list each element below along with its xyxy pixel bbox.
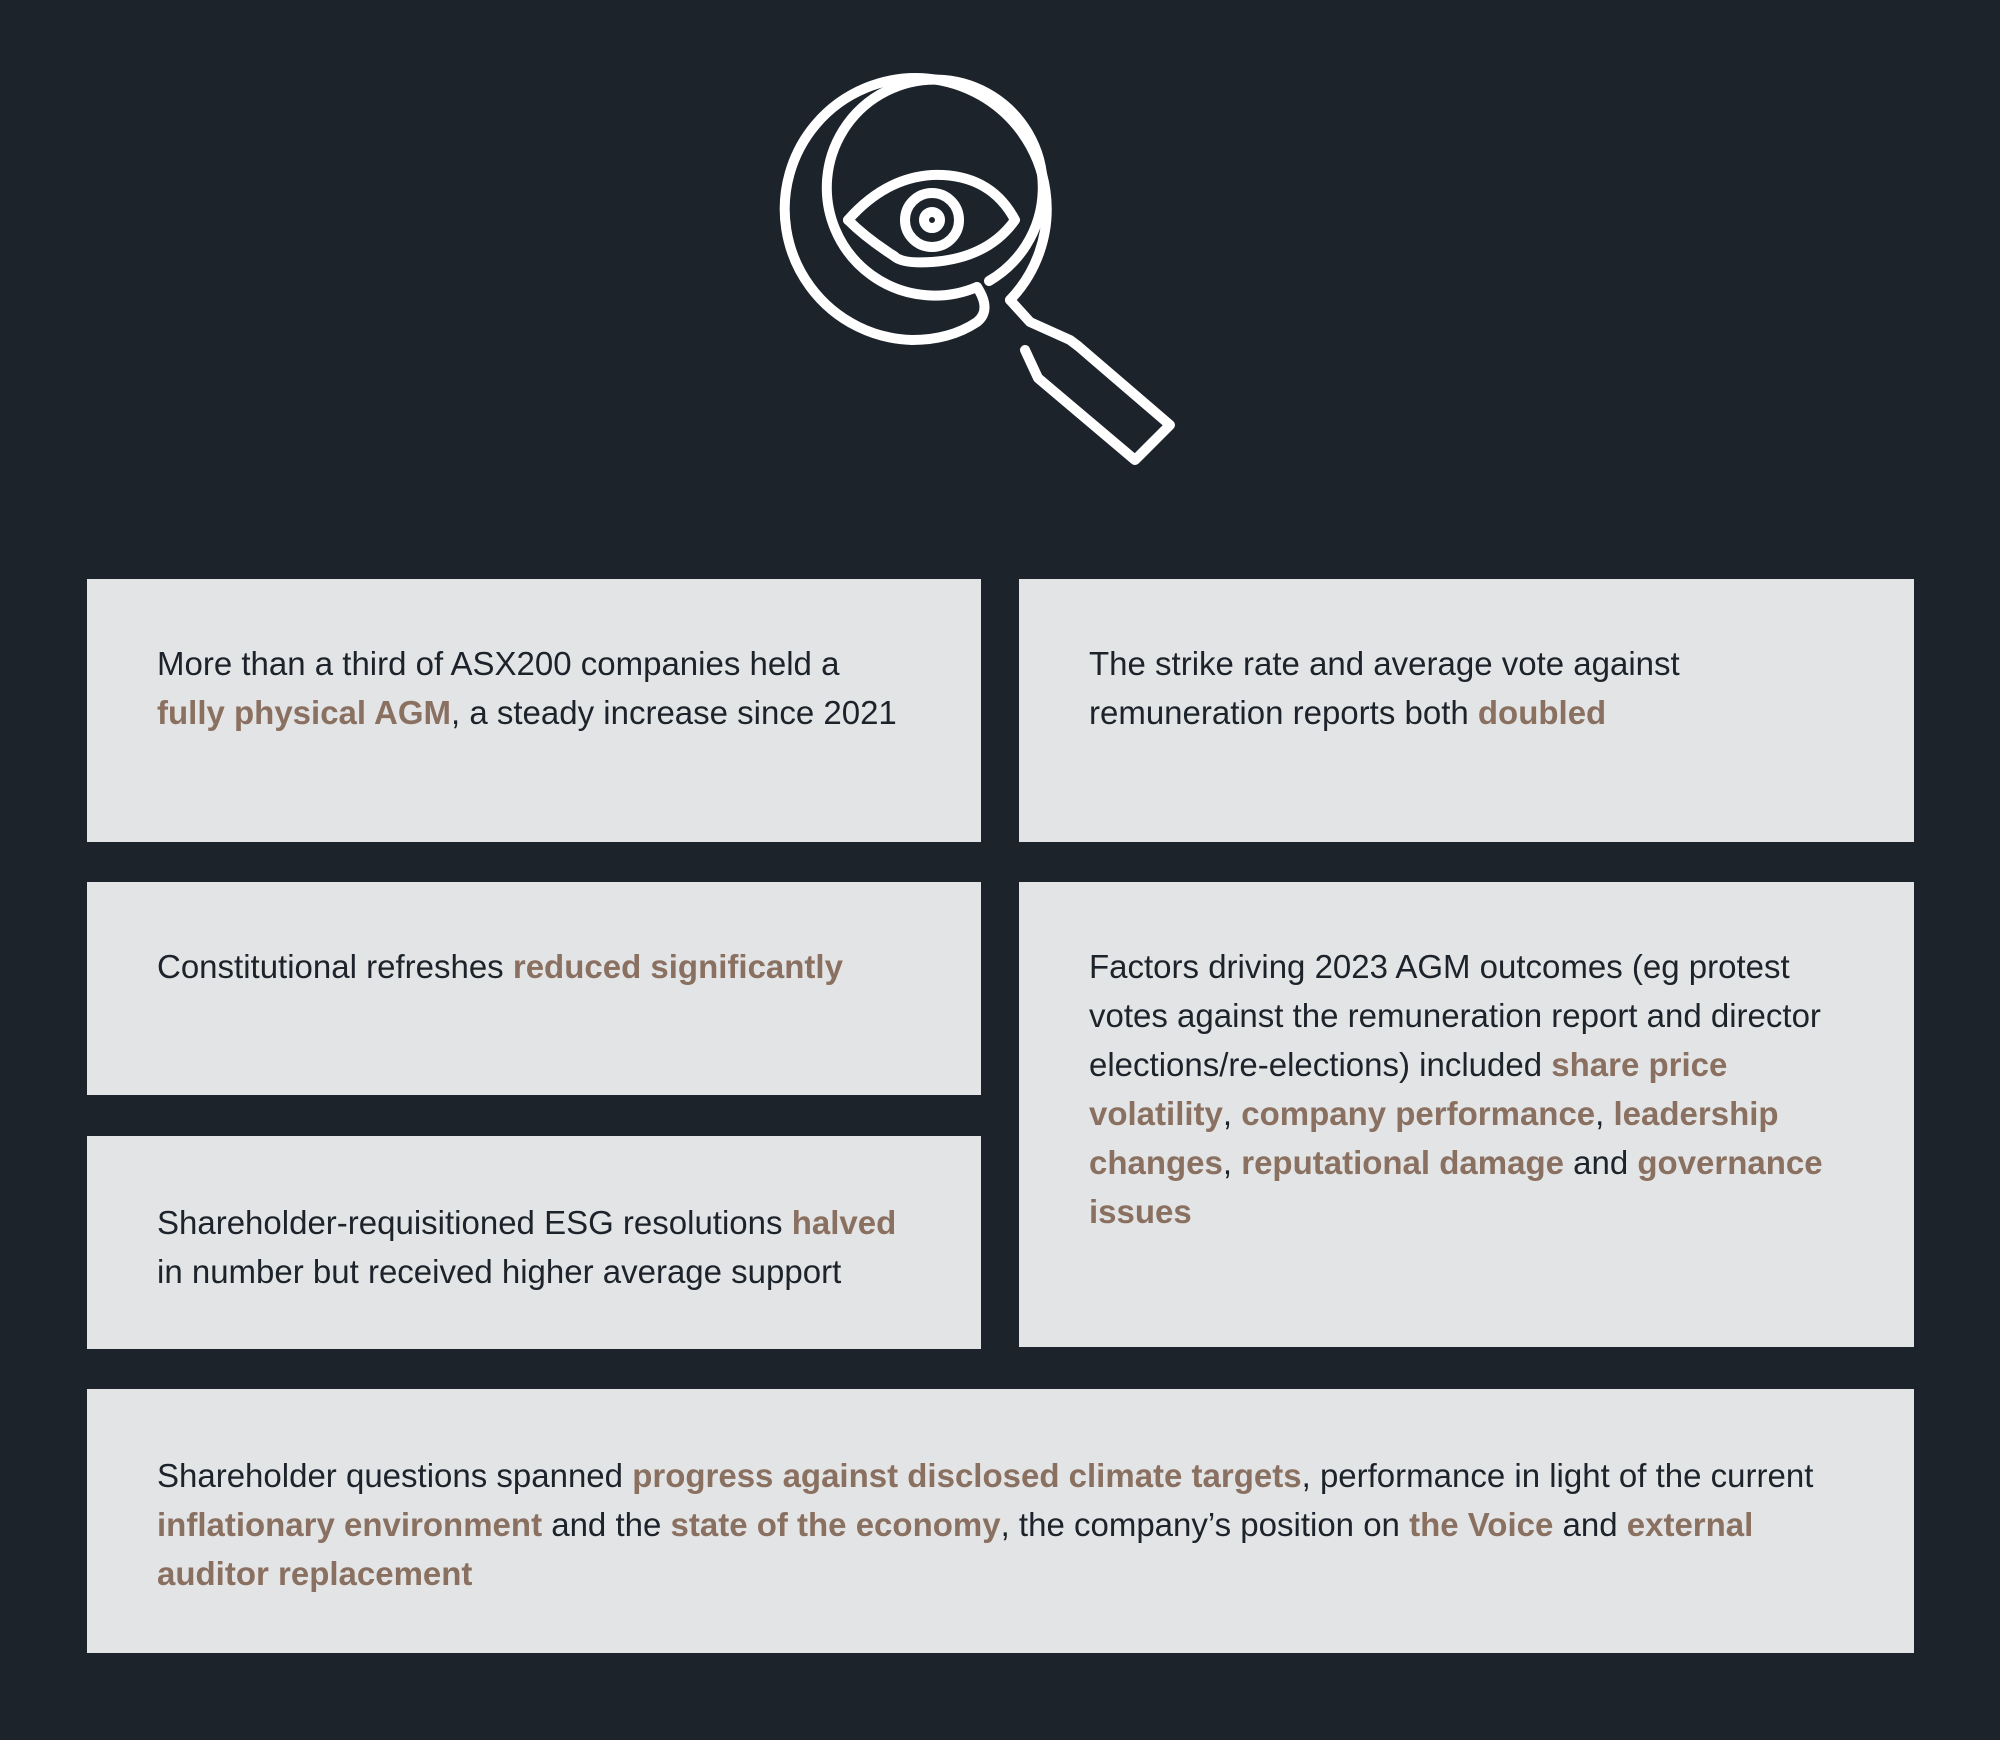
card-physical-agm: [87, 579, 981, 842]
highlight-segment: governance issues: [1089, 1144, 1823, 1230]
text-segment: Factors driving 2023 AGM outcomes (eg protest votes against the remuneration report and director elections/re-elections) included: [1089, 948, 1821, 1083]
text-segment: and the: [542, 1506, 671, 1543]
text-segment: , the company’s position on: [1000, 1506, 1410, 1543]
text-segment: and: [1563, 1144, 1638, 1181]
highlight-segment: reputational damage: [1241, 1144, 1564, 1181]
highlight-segment: doubled: [1477, 694, 1607, 731]
card-constitutional-text: [157, 942, 911, 991]
text-segment: and: [1553, 1506, 1627, 1543]
card-constitutional: [87, 882, 981, 1095]
card-strike-rate: [1019, 579, 1914, 842]
highlight-segment: the Voice: [1409, 1506, 1554, 1543]
text-segment: Shareholder-requisitioned ESG resolutions: [157, 1204, 792, 1241]
eye-pupil: [924, 212, 940, 228]
text-segment: Shareholder questions spanned: [157, 1457, 633, 1494]
highlight-segment: state of the economy: [670, 1506, 1001, 1543]
handle-collar: [1010, 300, 1078, 346]
text-segment: ,: [1595, 1095, 1614, 1132]
text-segment: , a steady increase since 2021: [451, 694, 897, 731]
text-segment: , performance in light of the current: [1301, 1457, 1814, 1494]
handle-body: [1025, 346, 1170, 460]
card-questions: [87, 1389, 1914, 1653]
highlight-segment: fully physical AGM: [157, 694, 452, 731]
highlight-segment: halved: [791, 1204, 897, 1241]
text-segment: The strike rate and average vote against remuneration reports both: [1089, 645, 1680, 731]
eye-iris: [905, 193, 959, 247]
text-segment: ,: [1222, 1144, 1242, 1181]
card-questions-text: [157, 1451, 1844, 1598]
highlight-segment: external auditor replacement: [157, 1506, 1754, 1592]
card-physical-agm-text: [157, 639, 911, 737]
text-segment: More than a third of ASX200 companies held a: [157, 645, 840, 682]
card-esg-text: [157, 1198, 911, 1296]
card-esg: [87, 1136, 981, 1349]
card-strike-rate-text: [1089, 639, 1844, 737]
magnifying-glass-eye-icon: [770, 60, 1190, 480]
highlight-segment: company performance: [1241, 1095, 1596, 1132]
text-segment: in number but received higher average support: [157, 1253, 842, 1290]
highlight-segment: share price volatility: [1089, 1046, 1728, 1132]
highlight-segment: inflationary environment: [157, 1506, 543, 1543]
text-segment: Constitutional refreshes: [157, 948, 513, 985]
eye-outline-lower: [848, 220, 894, 256]
highlight-segment: progress against disclosed climate targets: [632, 1457, 1302, 1494]
highlight-segment: reduced significantly: [512, 948, 843, 985]
card-factors-text: [1089, 942, 1844, 1236]
card-factors: [1019, 882, 1914, 1347]
highlight-segment: leadership changes: [1089, 1095, 1779, 1181]
text-segment: ,: [1222, 1095, 1242, 1132]
